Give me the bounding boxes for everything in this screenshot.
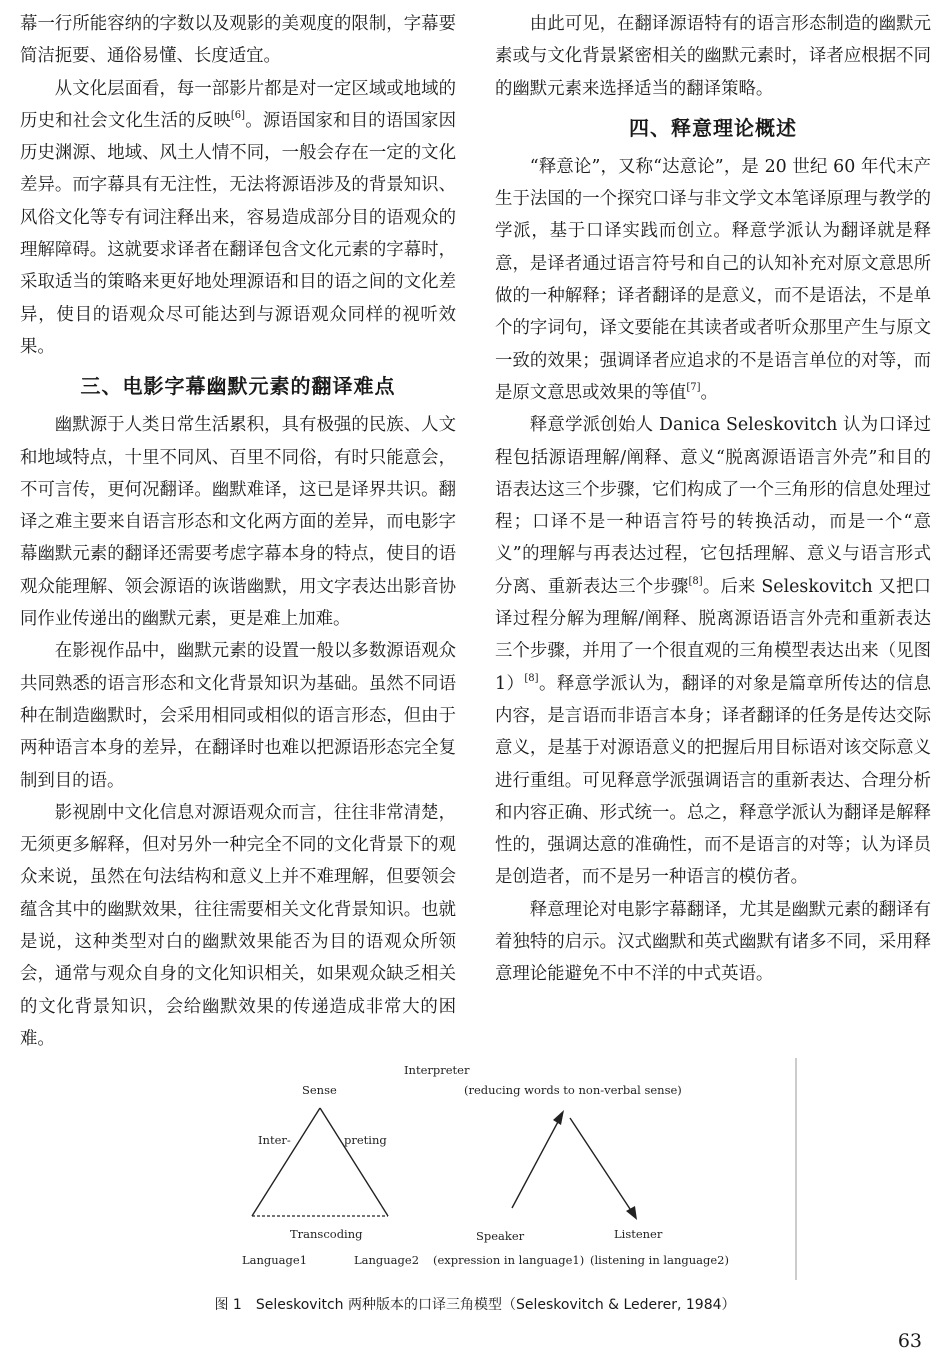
figure-caption: 图 1 Seleskovitch 两种版本的口译三角模型（Seleskovitch & Lederer, 1984） xyxy=(214,1297,736,1313)
label-preting: preting xyxy=(344,1133,387,1147)
paragraph-culture-rest: 。源语国家和目的语国家因历史渊源、地域、风土人情不同，一般会存在一定的文化差异。而字幕具有无注性，无法将源语涉及的背景知识、风俗文化等专有词注释出来，容易造成部分目的语观众的理解障碍。这就要求译者在翻译包含文化元素的字幕时，采取适当的策略来更好地处理源语和目的语之间的文化差异，使目的语观众尽可能达到与源语观众同样的视听效果。 xyxy=(20,110,456,357)
label-reducing: (reducing words to non-verbal sense) xyxy=(464,1083,682,1097)
paragraph-theory-3: 释意理论对电影字幕翻译，尤其是幽默元素的翻译有着独特的启示。汉式幽默和英式幽默有诸多不同，采用释意理论能避免不中不洋的中式英语。 xyxy=(495,899,931,985)
label-listening: (listening in language2) xyxy=(590,1253,729,1267)
arrow-up-head xyxy=(553,1110,564,1125)
citation-7: [7] xyxy=(686,381,701,393)
left-column xyxy=(20,8,456,1055)
label-inter: Inter- xyxy=(258,1133,291,1147)
label-interpreter: Interpreter xyxy=(404,1063,470,1077)
arrow-up-line xyxy=(512,1118,560,1208)
triangle-right-edge xyxy=(320,1108,388,1216)
paragraph-continuation: 幕一行所能容纳的字数以及观影的美观度的限制，字幕要简洁扼要、通俗易懂、长度适宜。 xyxy=(20,14,456,67)
paragraph-culture-text: 从文化层面看，每一部影片都是对一定区域或地域的历史和社会文化生活的反映 xyxy=(20,78,456,131)
arrow-down-head xyxy=(626,1206,637,1220)
arrow-down-line xyxy=(570,1118,632,1212)
label-language2: Language2 xyxy=(354,1253,420,1267)
paragraph-theory-2-c: 。释意学派认为，翻译的对象是篇章所传达的信息内容，是言语而非语言本身；译者翻译的任务是传达交际意义，是基于对源语意义的把握后用目标语对该交际意义进行重组。可见释意学派强调语言的重新表达、合理分析和内容正确、形式统一。总之，释意学派认为翻译是解释性的，强调达意的准确性，而不是语言的对等；认为译员是创造者，而不是另一种语言的模仿者。 xyxy=(495,673,931,888)
paragraph-theory-1 xyxy=(495,151,931,409)
citation-8b: [8] xyxy=(524,672,539,684)
paragraph-humor-1: 幽默源于人类日常生活累积，具有极强的民族、人文和地域特点，十里不同风、百里不同俗，有时只能意会，不可言传，更何况翻译。幽默难译，这已是译界共识。翻译之难主要来自语言形态和文化两方面的差异，而电影字幕幽默元素的翻译还需要考虑字幕本身的特点，使目的语观众能理解、领会源语的诙谐幽默，用文字表达出影音协同作业传递出的幽默元素，更是难上加难。 xyxy=(20,415,456,630)
paragraph-humor-3: 影视剧中文化信息对源语观众而言，往往非常清楚，无须更多解释，但对另外一种完全不同的文化背景下的观众来说，虽然在句法结构和意义上并不难理解，但要领会蕴含其中的幽默效果，往往需要相关文化背景知识。也就是说，这种类型对白的幽默效果能否为目的语观众所领会，通常与观众自身的文化知识相关，如果观众缺乏相关的文化背景知识，会给幽默效果的传递造成非常大的困难。 xyxy=(20,802,456,1049)
right-column xyxy=(495,8,931,991)
page-number: 63 xyxy=(897,1330,922,1352)
section-heading-3: 三、电影字幕幽默元素的翻译难点 xyxy=(80,374,396,399)
paragraph-theory-2-b: 。后来 Seleskovitch 又把口译过程分解为理解/阐释、脱离源语语言外壳和重新表达三个步骤，并用了一个很直观的三角模型表达出来（见图 1） xyxy=(495,576,931,694)
figure-triangle-model xyxy=(230,1058,800,1280)
label-transcoding: Transcoding xyxy=(290,1227,363,1241)
label-sense: Sense xyxy=(302,1083,337,1097)
label-expression: (expression in language1) xyxy=(433,1253,585,1267)
label-language1: Language1 xyxy=(242,1253,308,1267)
figure-diagram xyxy=(230,1058,800,1280)
paragraph-culture xyxy=(20,73,456,364)
paragraph-conclusion: 由此可见，在翻译源语特有的语言形态制造的幽默元素或与文化背景紧密相关的幽默元素时，译者应根据不同的幽默元素来选择适当的翻译策略。 xyxy=(495,14,931,99)
paragraph-humor-2: 在影视作品中，幽默元素的设置一般以多数源语观众共同熟悉的语言形态和文化背景知识为基础。虽然不同语种在制造幽默时，会采用相同或相似的语言形态，但由于两种语言本身的差异，在翻译时也难以把源语形态完全复制到目的语。 xyxy=(20,641,456,791)
paragraph-theory-1-end: 。 xyxy=(700,382,718,403)
paragraph-theory-2-a: 释意学派创始人 Danica Seleskovitch 认为口译过程包括源语理解/阐释、意义“脱离源语语言外壳”和目的语表达这三个步骤，它们构成了一个三角形的信息处理过程；口译不是一种语言符号的转换活动，而是一个“意义”的理解与再表达过程，它包括理解、意义与语言形式分离、重新表达三个步骤 xyxy=(495,415,931,597)
label-speaker: Speaker xyxy=(476,1229,525,1243)
paragraph-theory-2 xyxy=(495,409,931,893)
paragraph-theory-1-text: “释意论”，又称“达意论”，是 20 世纪 60 年代末产生于法国的一个探究口译与非文学文本笔译原理与教学的学派，基于口译实践而创立。释意学派认为翻译就是释意，是译者通过语言符号和自己的认知补充对原文意思所做的一种解释；译者翻译的是意义，而不是语法，不是单个的字词句，译文要能在其读者或者听众那里产生与原文一致的效果；强调译者应追求的不是语言单位的对等，而是原文意思或效果的等值 xyxy=(495,156,931,403)
citation-6: [6] xyxy=(230,109,246,121)
triangle-left-edge xyxy=(252,1108,320,1216)
section-heading-4: 四、释意理论概述 xyxy=(629,115,797,140)
citation-8a: [8] xyxy=(688,575,703,587)
label-listener: Listener xyxy=(614,1227,663,1241)
